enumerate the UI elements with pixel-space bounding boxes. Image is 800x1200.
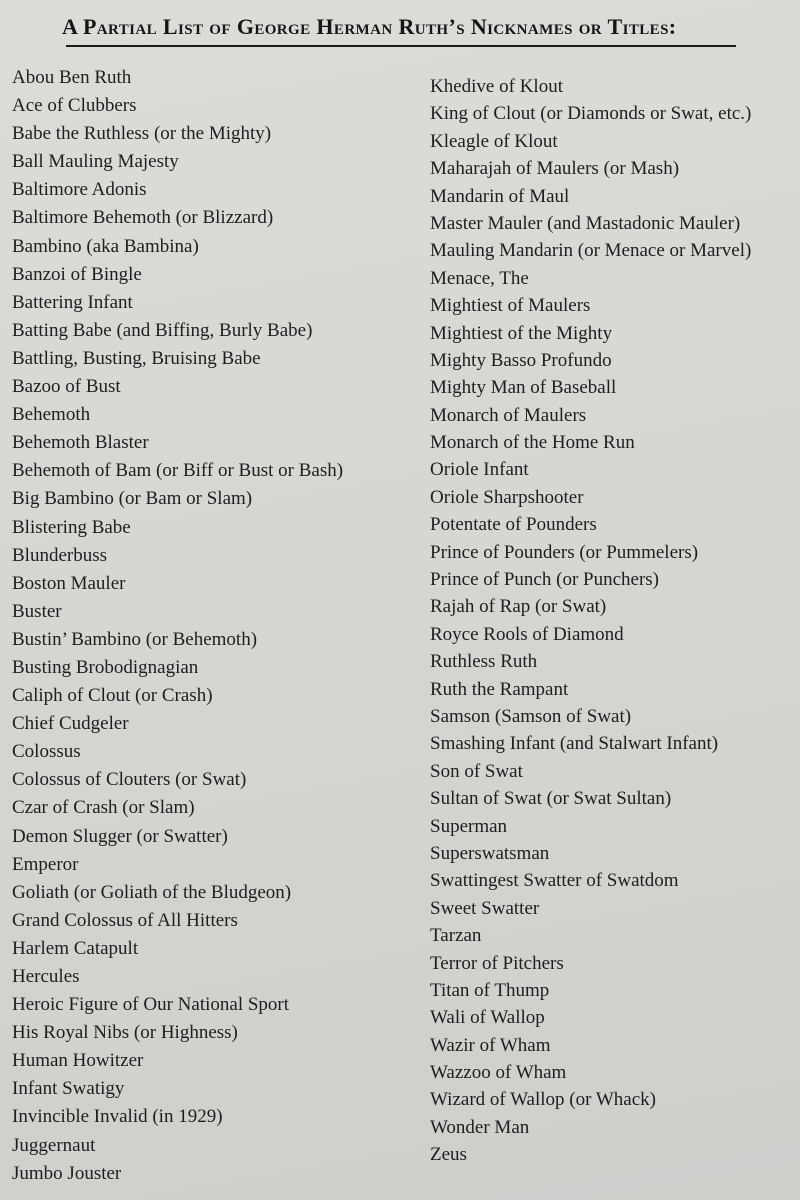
nickname-item: Jumbo Jouster bbox=[12, 1162, 122, 1184]
nickname-item: Rajah of Rap (or Swat) bbox=[430, 596, 607, 618]
nickname-item: Heroic Figure of Our National Sport bbox=[12, 994, 290, 1016]
nickname-item: Big Bambino (or Bam or Slam) bbox=[12, 488, 253, 510]
nickname-item: Bustin’ Bambino (or Behemoth) bbox=[12, 628, 258, 650]
nickname-item: Terror of Pitchers bbox=[430, 952, 564, 974]
nickname-item: Oriole Infant bbox=[430, 459, 529, 481]
nickname-item: Babe the Ruthless (or the Mighty) bbox=[12, 123, 272, 145]
nickname-item: Busting Brobodignagian bbox=[12, 656, 199, 678]
nickname-item: Chief Cudgeler bbox=[12, 713, 129, 735]
nickname-item: Ruthless Ruth bbox=[430, 651, 538, 673]
nickname-item: Blunderbuss bbox=[12, 544, 107, 566]
nickname-item: Royce Rools of Diamond bbox=[430, 623, 624, 645]
nickname-item: Batting Babe (and Biffing, Burly Babe) bbox=[12, 319, 313, 341]
nickname-item: Ruth the Rampant bbox=[430, 678, 569, 700]
nickname-item: Samson (Samson of Swat) bbox=[430, 705, 632, 727]
nickname-item: Mighty Man of Baseball bbox=[430, 377, 617, 399]
nickname-item: Grand Colossus of All Hitters bbox=[12, 909, 238, 931]
nickname-item: Boston Mauler bbox=[12, 572, 126, 594]
nickname-item: Swattingest Swatter of Swatdom bbox=[430, 870, 679, 892]
nickname-item: Menace, The bbox=[430, 267, 529, 289]
nickname-item: Prince of Pounders (or Pummelers) bbox=[430, 541, 699, 563]
nickname-item: Superswatsman bbox=[430, 842, 550, 864]
nickname-item: Blistering Babe bbox=[12, 516, 131, 538]
nickname-item: Khedive of Klout bbox=[430, 76, 563, 97]
nickname-item: Monarch of Maulers bbox=[430, 404, 587, 426]
nickname-item: Tarzan bbox=[430, 925, 482, 947]
nickname-list-left bbox=[12, 64, 412, 1188]
nickname-item: Master Mauler (and Mastadonic Mauler) bbox=[430, 212, 741, 234]
nickname-item: Behemoth of Bam (or Biff or Bust or Bash) bbox=[12, 460, 344, 482]
page-title: A Partial List of George Herman Ruth’s Nicknames or Titles: bbox=[62, 14, 677, 39]
nickname-item: Bambino (aka Bambina) bbox=[12, 235, 199, 257]
nickname-item: Caliph of Clout (or Crash) bbox=[12, 685, 213, 707]
nickname-item: Kleagle of Klout bbox=[430, 130, 558, 152]
nickname-item: Wizard of Wallop (or Whack) bbox=[430, 1089, 656, 1111]
nickname-item: Behemoth bbox=[12, 404, 91, 426]
nickname-item: Abou Ben Ruth bbox=[12, 67, 132, 88]
nickname-item: Baltimore Behemoth (or Blizzard) bbox=[12, 207, 274, 229]
nickname-item: Behemoth Blaster bbox=[12, 432, 149, 454]
nickname-item: Buster bbox=[12, 600, 62, 622]
nickname-item: Titan of Thump bbox=[430, 979, 550, 1001]
nickname-item: Invincible Invalid (in 1929) bbox=[12, 1106, 223, 1128]
nickname-item: His Royal Nibs (or Highness) bbox=[12, 1022, 238, 1044]
title-underline bbox=[66, 45, 736, 47]
nickname-item: Zeus bbox=[430, 1144, 467, 1166]
nickname-item: Goliath (or Goliath of the Bludgeon) bbox=[12, 881, 292, 903]
nickname-item: Hercules bbox=[12, 966, 80, 987]
nickname-item: Wazir of Wham bbox=[430, 1034, 551, 1056]
nickname-item: Oriole Sharpshooter bbox=[430, 486, 584, 508]
nickname-item: Mauling Mandarin (or Menace or Marvel) bbox=[430, 240, 752, 262]
nickname-item: Baltimore Adonis bbox=[12, 179, 147, 201]
nickname-item: Harlem Catapult bbox=[12, 937, 139, 959]
nickname-item: Czar of Crash (or Slam) bbox=[12, 797, 195, 819]
nickname-item: Juggernaut bbox=[12, 1134, 96, 1156]
nickname-item: Smashing Infant (and Stalwart Infant) bbox=[430, 733, 719, 755]
nickname-item: Sultan of Swat (or Swat Sultan) bbox=[430, 788, 672, 810]
nickname-item: Mandarin of Maul bbox=[430, 185, 570, 207]
nickname-item: Superman bbox=[430, 815, 508, 837]
nickname-item: Wonder Man bbox=[430, 1116, 530, 1138]
nickname-item: Wazzoo of Wham bbox=[430, 1062, 567, 1084]
nickname-item: Monarch of the Home Run bbox=[430, 432, 635, 454]
nickname-item: Battering Infant bbox=[12, 291, 133, 313]
nickname-item: Mightiest of the Mighty bbox=[430, 322, 613, 344]
nickname-item: Banzoi of Bingle bbox=[12, 263, 142, 285]
nickname-item: Mighty Basso Profundo bbox=[430, 349, 612, 371]
nickname-item: Sweet Swatter bbox=[430, 897, 540, 919]
nickname-item: Colossus of Clouters (or Swat) bbox=[12, 769, 247, 791]
nickname-list-right bbox=[430, 73, 792, 1169]
nickname-item: Human Howitzer bbox=[12, 1050, 144, 1072]
nickname-item: Wali of Wallop bbox=[430, 1007, 545, 1029]
nickname-item: Bazoo of Bust bbox=[12, 376, 121, 398]
nickname-item: King of Clout (or Diamonds or Swat, etc.) bbox=[430, 103, 752, 125]
nickname-item: Maharajah of Maulers (or Mash) bbox=[430, 158, 680, 180]
nickname-item: Emperor bbox=[12, 853, 79, 875]
nickname-item: Demon Slugger (or Swatter) bbox=[12, 825, 228, 847]
nickname-item: Battling, Busting, Bruising Babe bbox=[12, 347, 261, 369]
nickname-item: Mightiest of Maulers bbox=[430, 295, 591, 317]
nickname-item: Potentate of Pounders bbox=[430, 514, 597, 536]
nickname-item: Infant Swatigy bbox=[12, 1078, 125, 1100]
nickname-item: Ace of Clubbers bbox=[12, 95, 137, 117]
nickname-item: Son of Swat bbox=[430, 760, 523, 782]
nickname-item: Colossus bbox=[12, 741, 81, 763]
nickname-item: Ball Mauling Majesty bbox=[12, 151, 179, 173]
nickname-item: Prince of Punch (or Punchers) bbox=[430, 569, 660, 591]
